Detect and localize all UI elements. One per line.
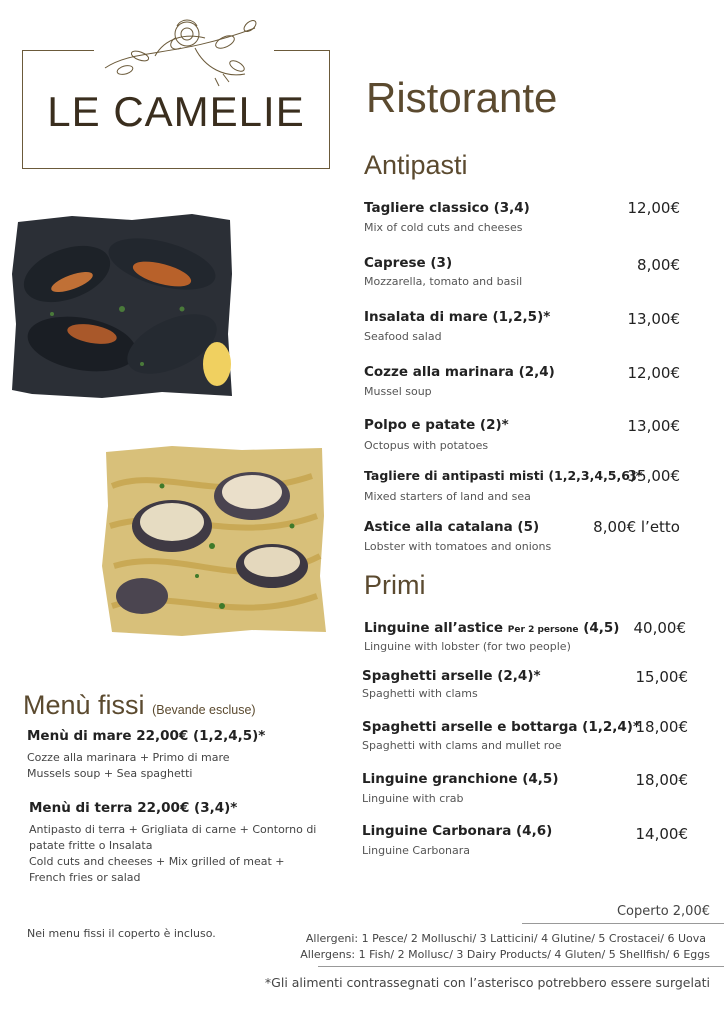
frozen-food-note: *Gli alimenti contrassegnati con l’asterisco potrebbero essere surgelati bbox=[264, 975, 710, 990]
fixed-menu-cover-note: Nei menu fissi il coperto è incluso. bbox=[27, 927, 216, 940]
dish-name: Linguine Carbonara (4,6) bbox=[362, 823, 553, 839]
dish-description: Mozzarella, tomato and basil bbox=[364, 275, 523, 288]
dish-price: 18,00€ bbox=[635, 771, 688, 789]
dish-name: Spaghetti arselle e bottarga (1,2,4)* bbox=[362, 719, 641, 735]
dish-description: Mixed starters of land and sea bbox=[364, 490, 531, 503]
dish-description: Linguine Carbonara bbox=[362, 844, 471, 857]
dish-description: Spaghetti with clams and mullet roe bbox=[362, 739, 562, 752]
dish-name-text: Linguine all’astice bbox=[364, 620, 504, 636]
dish-price: 8,00€ bbox=[637, 256, 680, 274]
divider bbox=[318, 966, 724, 967]
fixed-menus-subtitle: (Bevande escluse) bbox=[152, 703, 256, 717]
fixed-menu-description bbox=[29, 822, 319, 886]
dish-description: Seafood salad bbox=[364, 330, 442, 343]
logo-frame-top-left bbox=[22, 50, 94, 51]
dish-price: 13,00€ bbox=[627, 310, 680, 328]
dish-price: 8,00€ l’etto bbox=[593, 518, 680, 536]
clam-pasta-photo bbox=[102, 446, 326, 636]
fixed-menu-name: Menù di mare 22,00€ (1,2,4,5)* bbox=[27, 728, 266, 744]
dish-name: Insalata di mare (1,2,5)* bbox=[364, 309, 551, 325]
fixed-menu-line: Cold cuts and cheeses + Mix grilled of meat + French fries or salad bbox=[29, 855, 285, 884]
fixed-menu-description bbox=[27, 750, 317, 782]
divider bbox=[522, 923, 724, 924]
dish-name: Linguine granchione (4,5) bbox=[362, 771, 559, 787]
dish-price: 13,00€ bbox=[627, 417, 680, 435]
dish-description: Spaghetti with clams bbox=[362, 687, 478, 700]
fixed-menu-line: Cozze alla marinara + Primo di mare bbox=[27, 751, 230, 764]
fixed-menus-heading bbox=[23, 690, 256, 721]
dish-price: 35,00€ bbox=[627, 467, 680, 485]
page-title: Ristorante bbox=[366, 74, 558, 121]
primi-heading: Primi bbox=[364, 570, 426, 600]
dish-name: Astice alla catalana (5) bbox=[364, 519, 540, 535]
dish-price: 12,00€ bbox=[627, 199, 680, 217]
dish-name: Cozze alla marinara (2,4) bbox=[364, 364, 555, 380]
dish-description: Octopus with potatoes bbox=[364, 439, 489, 452]
fixed-menu-line: Mussels soup + Sea spaghetti bbox=[27, 767, 193, 780]
dish-name: Spaghetti arselle (2,4)* bbox=[362, 668, 541, 684]
dish-name: Tagliere di antipasti misti (1,2,3,4,5,6)* bbox=[364, 468, 643, 483]
mussels-photo bbox=[12, 214, 234, 400]
dish-description: Mussel soup bbox=[364, 385, 432, 398]
allergens-english: Allergens: 1 Fish/ 2 Mollusc/ 3 Dairy Products/ 4 Gluten/ 5 Shellfish/ 6 Eggs bbox=[300, 948, 710, 961]
dish-description: Lobster with tomatoes and onions bbox=[364, 540, 552, 553]
dish-description: Mix of cold cuts and cheeses bbox=[364, 221, 523, 234]
cover-charge: Coperto 2,00€ bbox=[616, 904, 710, 919]
dish-description: Linguine with lobster (for two people) bbox=[364, 640, 571, 653]
camellia-flower-icon bbox=[95, 8, 265, 92]
allergens-italian: Allergeni: 1 Pesce/ 2 Molluschi/ 3 Latticini/ 4 Glutine/ 5 Crostacei/ 6 Uova bbox=[305, 932, 706, 945]
dish-portion-note: Per 2 persone bbox=[507, 625, 579, 635]
dish-allergens: (4,5) bbox=[583, 620, 620, 636]
fixed-menu-line: Antipasto di terra + Grigliata di carne + Contorno di patate fritte o Insalata bbox=[29, 823, 317, 852]
dish-description: Linguine with crab bbox=[362, 792, 464, 805]
dish-price: 12,00€ bbox=[627, 364, 680, 382]
dish-price: 40,00€ bbox=[633, 619, 686, 637]
dish-name: Polpo e patate (2)* bbox=[364, 417, 509, 433]
dish-price: 18,00€ bbox=[635, 718, 688, 736]
fixed-menu-name: Menù di terra 22,00€ (3,4)* bbox=[29, 800, 238, 816]
logo-text: LE CAMELIE bbox=[47, 88, 305, 135]
dish-name: Caprese (3) bbox=[364, 255, 453, 271]
dish-price: 14,00€ bbox=[635, 825, 688, 843]
dish-name bbox=[364, 620, 619, 636]
dish-name: Tagliere classico (3,4) bbox=[364, 200, 530, 216]
fixed-menus-title: Menù fissi bbox=[23, 690, 145, 720]
logo-frame-top-right bbox=[274, 50, 330, 51]
dish-price: 15,00€ bbox=[635, 668, 688, 686]
antipasti-heading: Antipasti bbox=[364, 150, 468, 180]
